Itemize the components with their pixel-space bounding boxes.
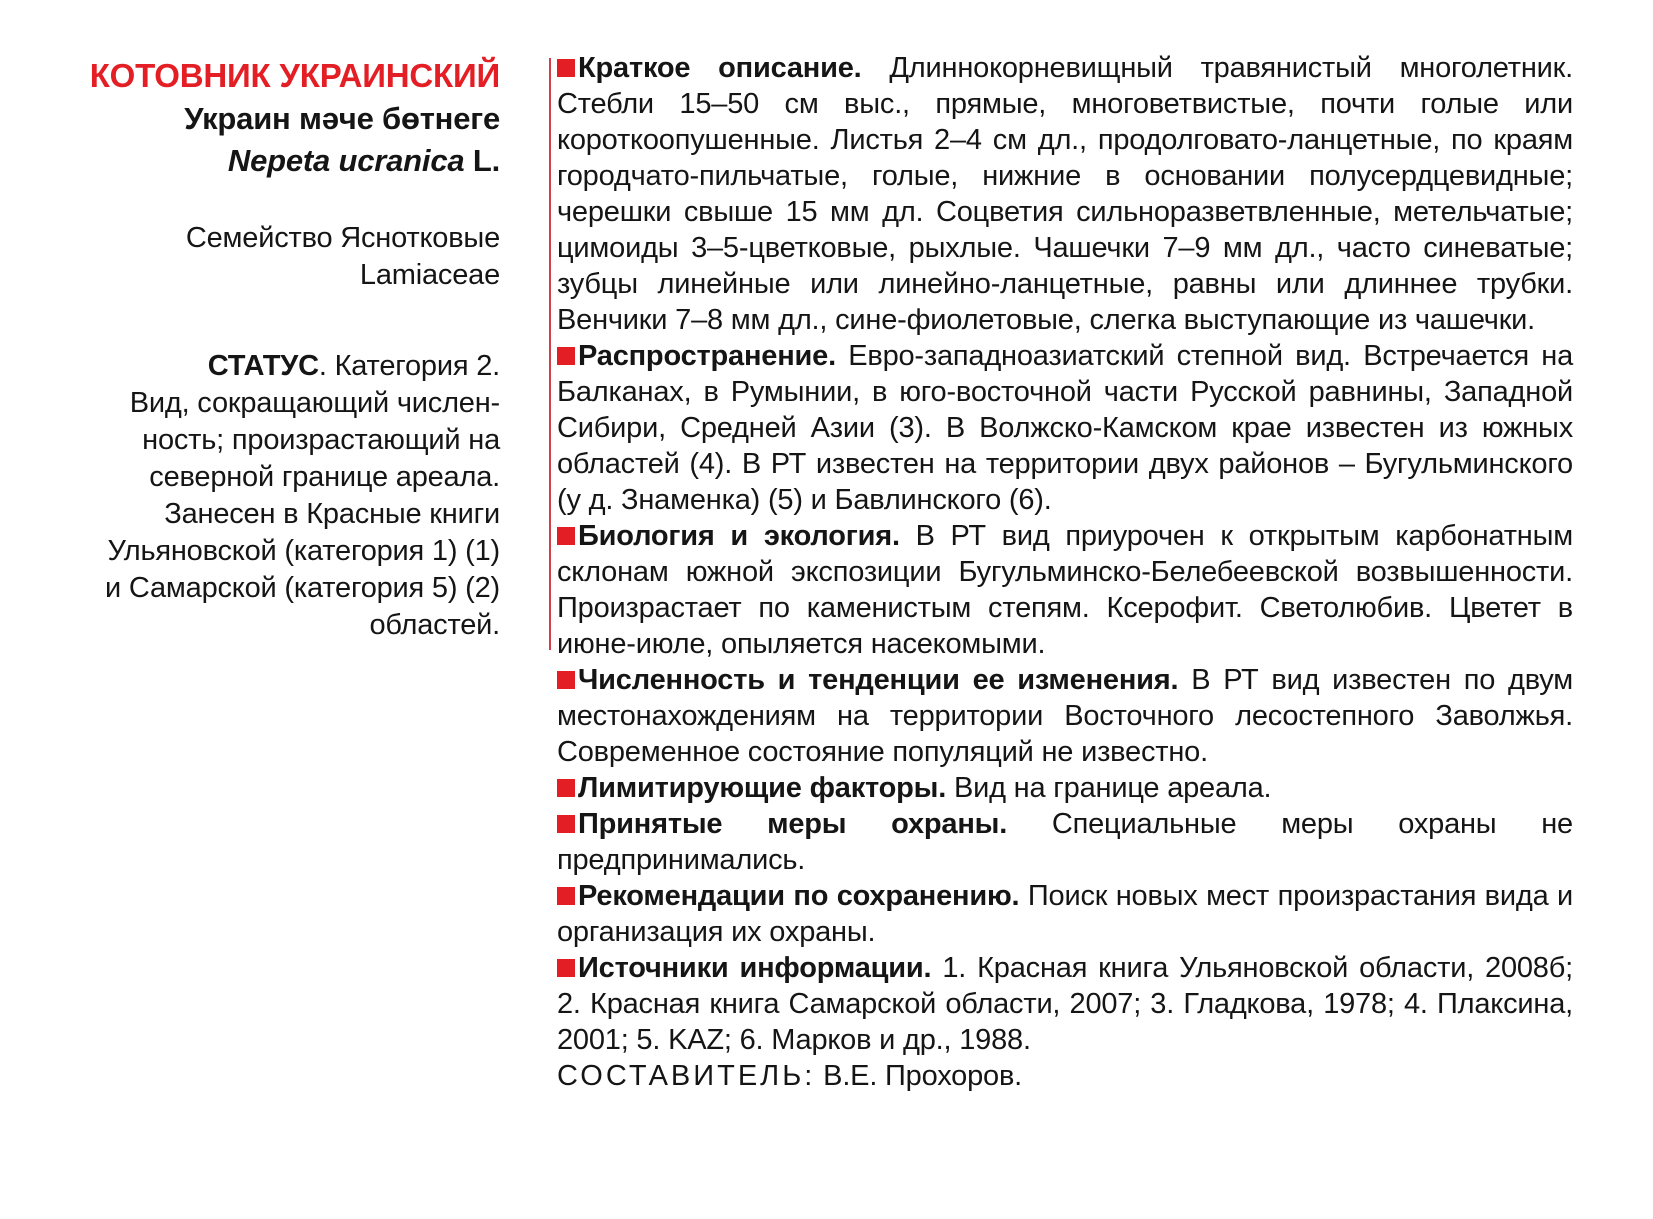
species-account-column — [557, 50, 1573, 1094]
family-block — [57, 220, 500, 294]
section-text: Евро-западноазиатский степной вид. Встречается на Балканах, в Румынии, в юго-восточной части Русской равнины, Западной Сибири, Средней Азии (3). В Волжско-Камском крае известен из южных областей (4). В РТ известен на территории двух районов – Бугульминского (у д. Знаменка) (5) и Бавлинского (6). — [557, 340, 1573, 516]
status-line: ность; произрастающий на — [142, 424, 500, 456]
section-population-trends — [557, 662, 1573, 770]
status-line: Ульяновской (категория 1) (1) — [107, 535, 500, 567]
section-bullet-icon — [557, 347, 575, 365]
section-biology-ecology — [557, 518, 1573, 662]
status-block — [57, 348, 500, 644]
section-distribution — [557, 338, 1573, 518]
family-name-ru: Семейство Яснотковые — [185, 222, 500, 254]
status-line: и Самарской (категория 5) (2) — [105, 572, 500, 604]
section-title: Распространение. — [578, 340, 836, 372]
species-name-latin — [57, 140, 500, 182]
column-divider-rule — [549, 58, 551, 650]
compiler-label: СОСТАВИТЕЛЬ: — [557, 1060, 816, 1092]
section-limiting-factors — [557, 770, 1573, 806]
section-text: Вид на границе ареала. — [953, 772, 1272, 804]
species-header-column — [57, 54, 500, 644]
section-title: Краткое описание. — [578, 52, 862, 84]
section-conservation-recommendations — [557, 878, 1573, 950]
status-category: . Категория 2. — [318, 350, 500, 382]
compiler-line — [557, 1058, 1573, 1094]
section-title: Принятые меры охраны. — [578, 808, 1008, 840]
status-label: СТАТУС — [207, 350, 319, 382]
latin-binomial: Nepeta ucranica — [227, 143, 465, 178]
section-information-sources — [557, 950, 1573, 1058]
section-protection-measures — [557, 806, 1573, 878]
section-text: Длиннокорневищный травянистый многолетник. Стебли 15–50 см выс., прямые, многоветвистые, почти голые или короткоопушенные. Листья 2–4 см дл., продолговато-ланцетные, по краям городчато-пильчатые, голые, нижние в основании полусердцевидные; черешки свыше 15 мм дл. Соцветия сильноразветвленные, метельчатые; цимоиды 3–5-цветковые, рыхлые. Чашечки 7–9 мм дл., часто синеватые; зубцы линейные или линейно-ланцетные, равны или длиннее трубки. Венчики 7–8 мм дл., сине-фиолетовые, слегка выступающие из чашечки. — [557, 52, 1574, 336]
section-short-description — [557, 50, 1573, 338]
section-title: Биология и экология. — [578, 520, 900, 552]
section-bullet-icon — [557, 527, 575, 545]
section-bullet-icon — [557, 59, 575, 77]
section-title: Численность и тенденции ее изменения. — [578, 664, 1179, 696]
section-title: Лимитирующие факторы. — [578, 772, 947, 804]
section-bullet-icon — [557, 815, 575, 833]
family-name-latin: Lamiaceae — [359, 259, 500, 291]
section-title: Рекомендации по сохранению. — [578, 880, 1020, 912]
species-name-ru: КОТОВНИК УКРАИНСКИЙ — [89, 57, 500, 94]
compiler-name: В.Е. Прохоров. — [823, 1060, 1023, 1092]
section-text: В РТ вид известен по двум местонахождениям на территории Восточного лесостепного Заволжья. Современное состояние популяций не известно. — [557, 664, 1574, 768]
status-line: областей. — [369, 609, 500, 641]
status-line: северной границе ареала. — [149, 461, 500, 493]
section-text: Поиск новых мест произрастания вида и организация их охраны. — [557, 880, 1573, 948]
section-bullet-icon — [557, 671, 575, 689]
section-title: Источники информации. — [578, 952, 932, 984]
section-bullet-icon — [557, 887, 575, 905]
status-line: Вид, сокращающий числен- — [129, 387, 500, 419]
section-bullet-icon — [557, 959, 575, 977]
section-bullet-icon — [557, 779, 575, 797]
section-text: В РТ вид приурочен к открытым карбонатным склонам южной экспозиции Бугульминско-Белебеевской возвышенности. Произрастает по каменистым степям. Ксерофит. Светолюбив. Цветет в июне-июле, опыляется насекомыми. — [557, 520, 1574, 660]
status-lines — [57, 385, 500, 644]
latin-author: L. — [472, 143, 500, 178]
species-name-tatar: Украин мәче бөтнеге — [184, 101, 500, 136]
section-text: 1. Красная книга Ульяновской области, 2008б; 2. Красная книга Самарской области, 2007; 3. Гладкова, 1978; 4. Плаксина, 2001; 5. KAZ; 6. Марков и др., 1988. — [557, 952, 1573, 1056]
section-text: Специальные меры охраны не предпринимались. — [557, 808, 1573, 876]
status-line: Занесен в Красные книги — [164, 498, 500, 530]
status-first-line — [57, 348, 500, 385]
